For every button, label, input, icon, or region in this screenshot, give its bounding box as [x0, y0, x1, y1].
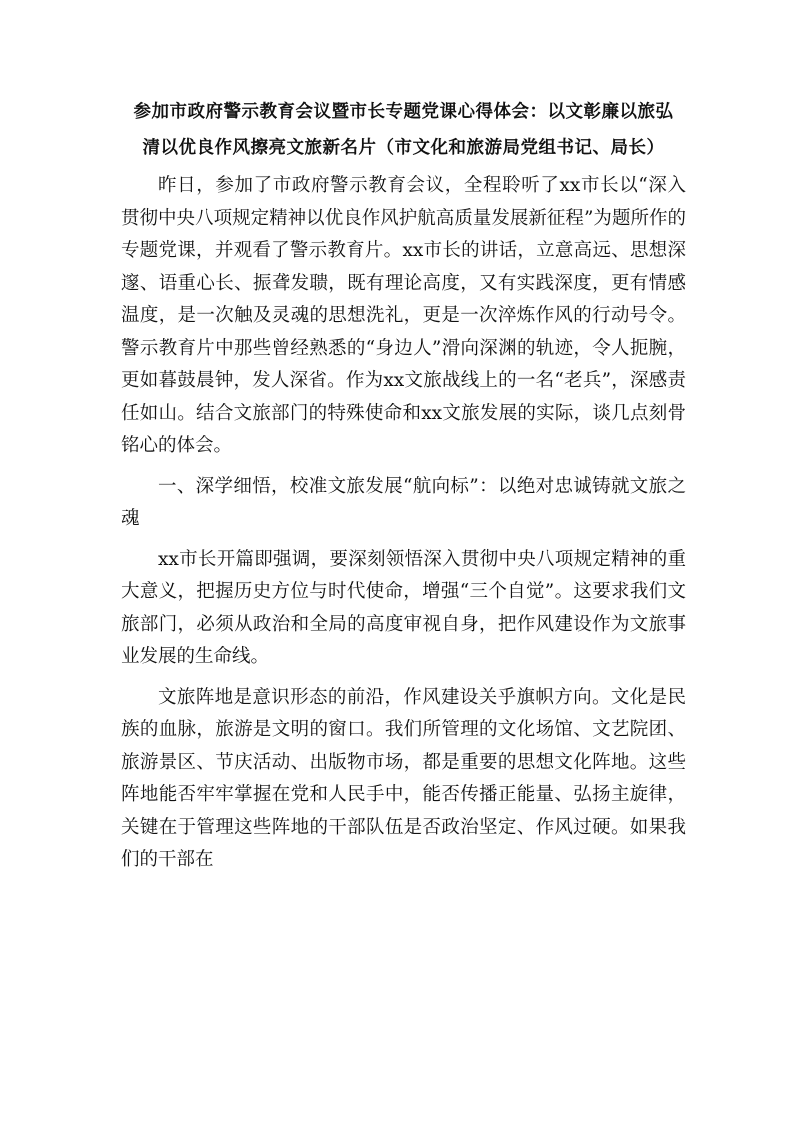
document-body — [121, 170, 686, 877]
paragraph-section-1: xx市长开篇即强调，要深刻领悟深入贯彻中央八项规定精神的重大意义，把握历史方位与时代使命，增强“三个自觉”。这要求我们文旅部门，必须从政治和全局的高度审视自身，把作风建设作为文旅事业发展的生命线。 — [121, 548, 686, 667]
document-page — [121, 100, 686, 877]
title-line-2: 清以优良作风擦亮文旅新名片（市文化和旅游局党组书记、局长） — [142, 138, 665, 158]
paragraph-frontline: 文旅阵地是意识形态的前沿，作风建设关乎旗帜方向。文化是民族的血脉，旅游是文明的窗口。我们所管理的文化场馆、文艺院团、旅游景区、节庆活动、出版物市场，都是重要的思想文化阵地。这些阵地能否牢牢掌握在党和人民手中，能否传播正能量、弘扬主旋律，关键在于管理这些阵地的干部队伍是否政治坚定、作风过硬。如果我们的干部在 — [121, 686, 686, 870]
section-heading-1: 一、深学细悟，校准文旅发展“航向标”：以绝对忠诚铸就文旅之魂 — [121, 475, 686, 529]
title-line-1: 参加市政府警示教育会议暨市长专题党课心得体会：以文彰廉以旅弘 — [133, 102, 674, 122]
document-title — [121, 100, 686, 160]
paragraph-intro: 昨日，参加了市政府警示教育会议，全程聆听了xx市长以“深入贯彻中央八项规定精神以优良作风护航高质量发展新征程”为题所作的专题党课，并观看了警示教育片。xx市长的讲话，立意高远、思想深邃、语重心长、振聋发聩，既有理论高度，又有实践深度，更有情感温度，是一次触及灵魂的思想洗礼，更是一次淬炼作风的行动号令。警示教育片中那些曾经熟悉的“身边人”滑向深渊的轨迹，令人扼腕，更如暮鼓晨钟，发人深省。作为xx文旅战线上的一名“老兵”，深感责任如山。结合文旅部门的特殊使命和xx文旅发展的实际，谈几点刻骨铭心的体会。 — [121, 175, 686, 456]
